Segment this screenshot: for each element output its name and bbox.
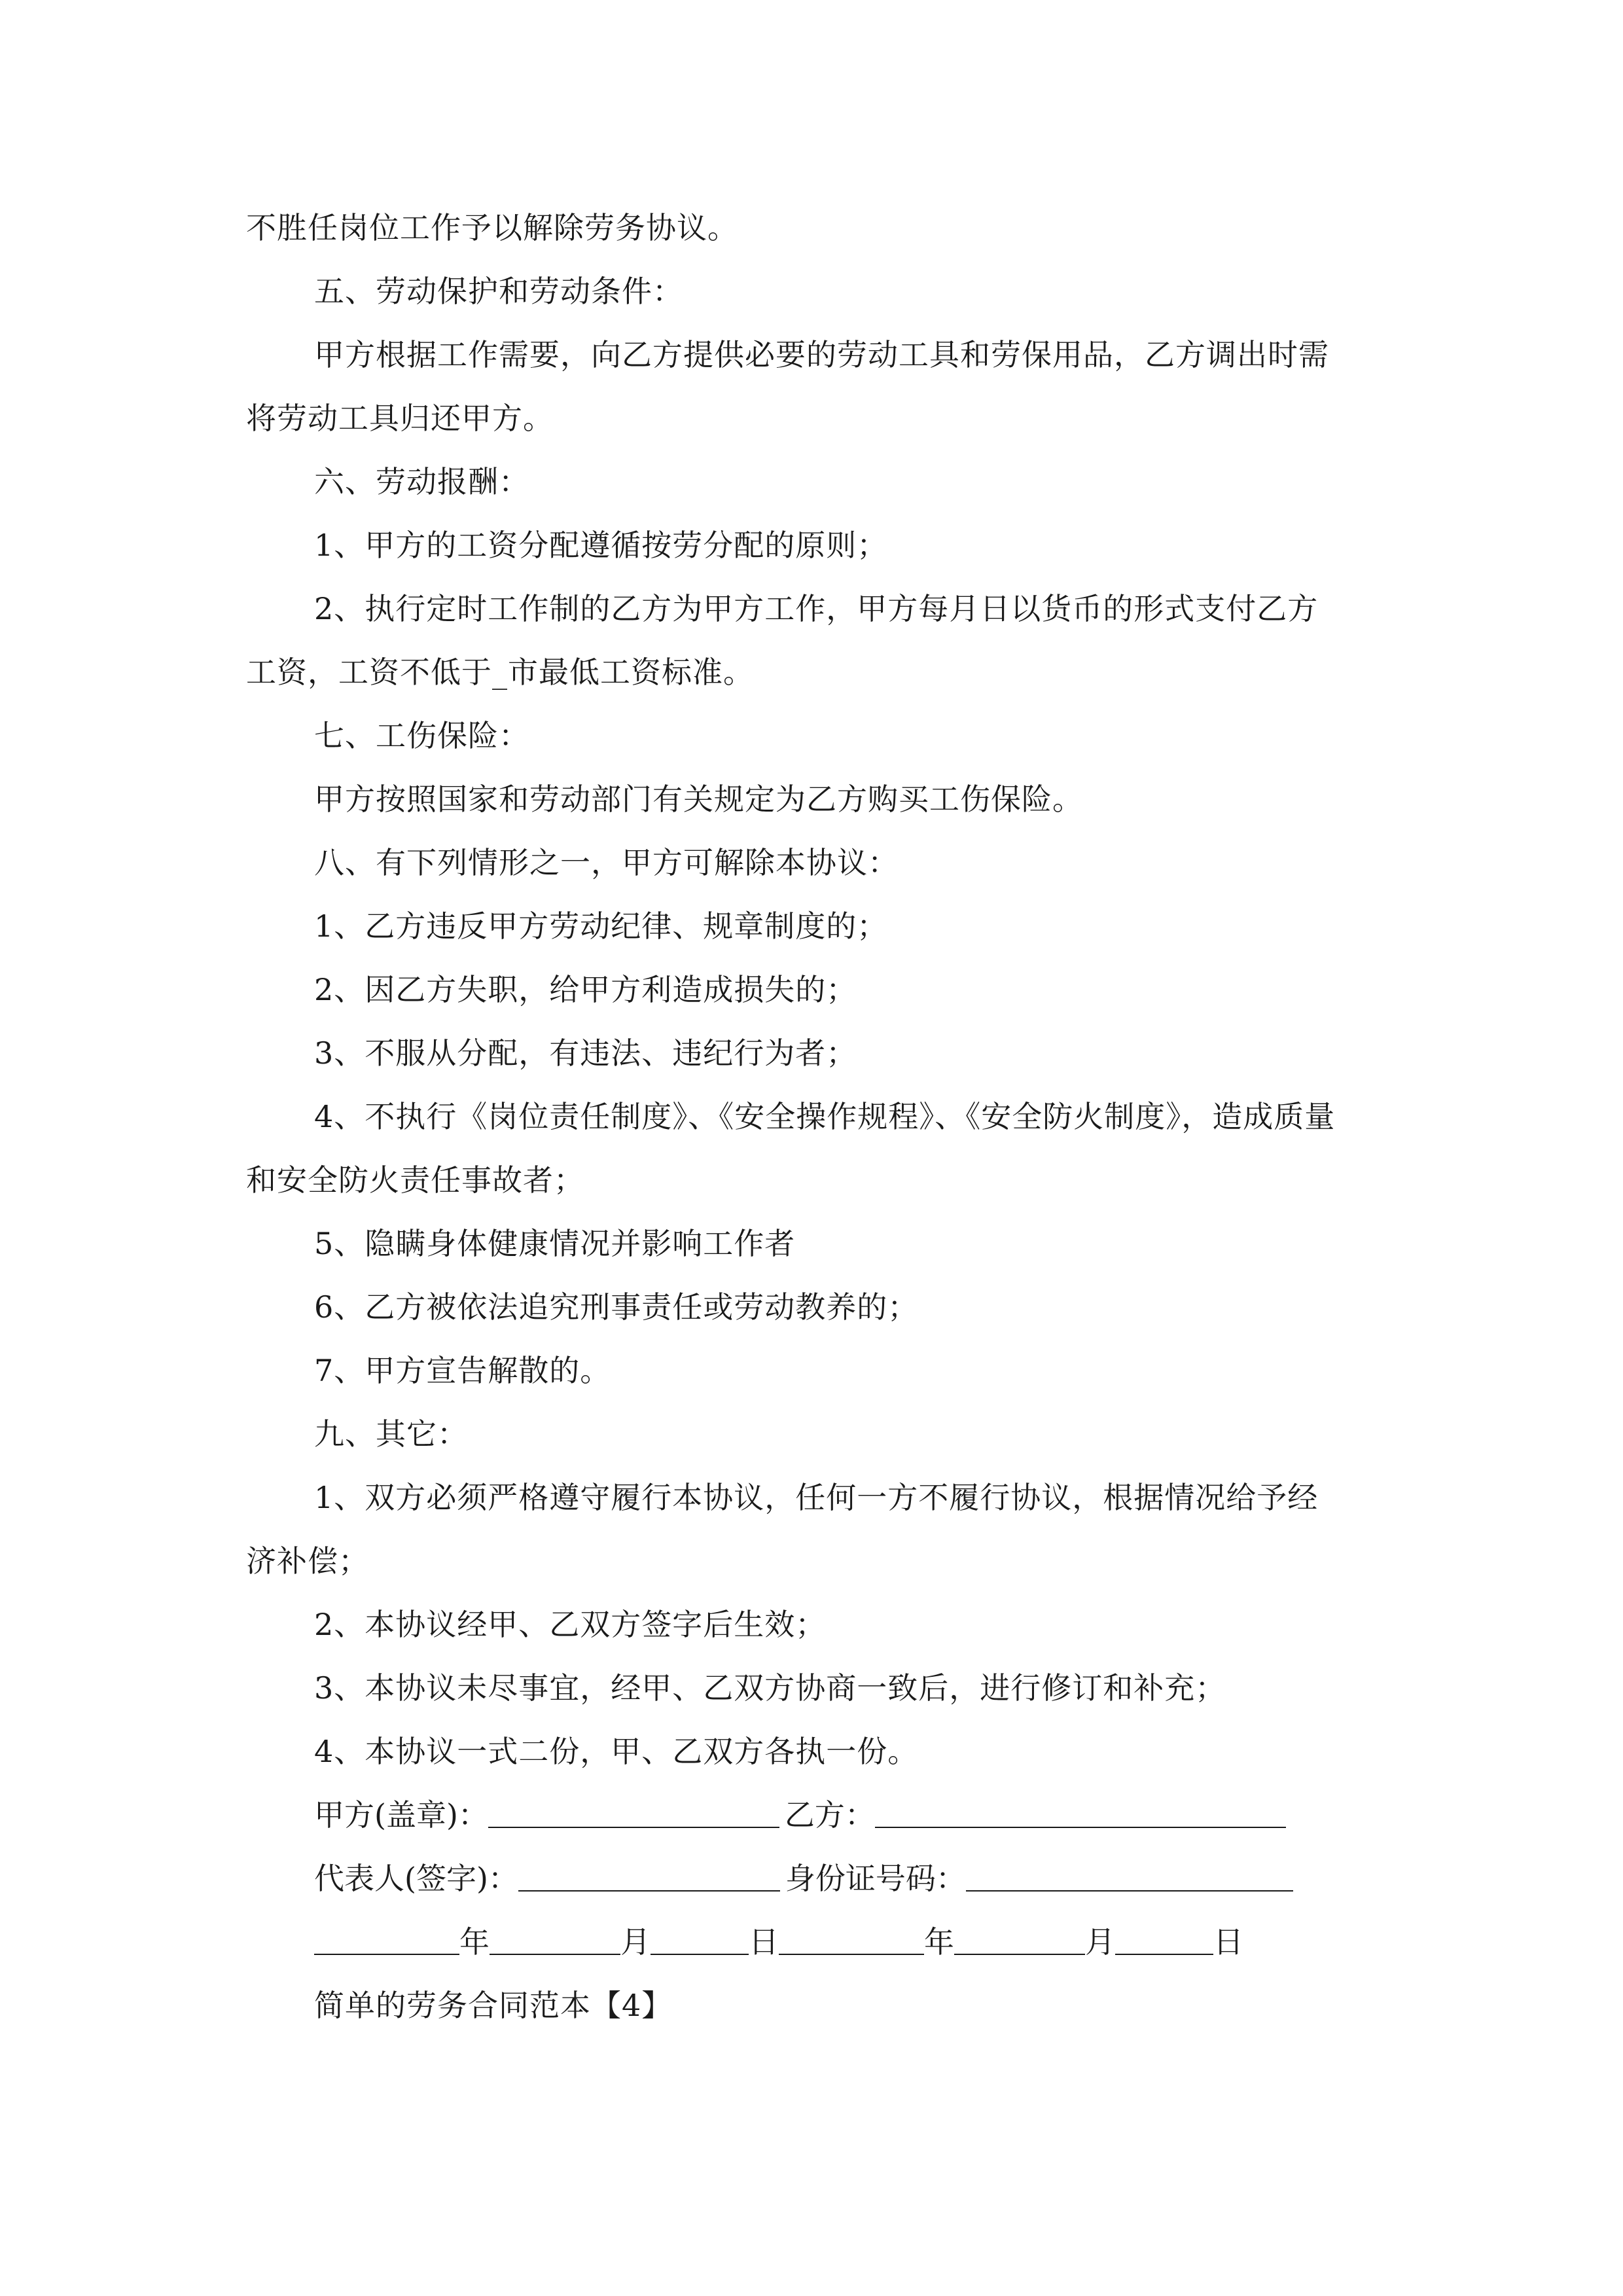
id-number-blank[interactable] — [966, 1854, 1293, 1892]
day-blank-b[interactable] — [1115, 1917, 1213, 1955]
clause-item: 2、本协议经甲、乙双方签字后生效； — [314, 1607, 827, 1642]
document-body — [246, 196, 1378, 2037]
month-blank-b[interactable] — [954, 1917, 1085, 1955]
signature-row-parties — [246, 1784, 1378, 1847]
clause-item: 3、本协议未尽事宜，经甲、乙双方协商一致后，进行修订和补充； — [314, 1670, 1226, 1706]
clause-item: 1、双方必须严格遵守履行本协议，任何一方不履行协议，根据情况给予经 — [314, 1480, 1319, 1515]
signature-row-representatives — [246, 1847, 1378, 1910]
section-heading-7: 七、工伤保险： — [314, 718, 529, 753]
month-label: 月 — [620, 1924, 651, 1960]
year-blank-a[interactable] — [314, 1917, 459, 1955]
party-b-blank[interactable] — [875, 1790, 1286, 1828]
clause-item: 7、甲方宣告解散的。 — [314, 1353, 611, 1388]
month-label: 月 — [1085, 1924, 1115, 1960]
day-blank-a[interactable] — [651, 1917, 749, 1955]
signature-row-dates — [246, 1910, 1378, 1974]
section-heading-8: 八、有下列情形之一，甲方可解除本协议： — [314, 845, 899, 880]
clause-item: 4、不执行《岗位责任制度》、《安全操作规程》、《安全防火制度》，造成质量 — [314, 1099, 1336, 1134]
clause-item: 2、因乙方失职，给甲方利造成损失的； — [314, 972, 857, 1007]
paragraph-line: 工资，工资不低于_市最低工资标准。 — [246, 655, 754, 690]
clause-item: 1、甲方的工资分配遵循按劳分配的原则； — [314, 528, 888, 563]
party-b-label: 乙方： — [784, 1797, 875, 1833]
representative-blank[interactable] — [518, 1854, 780, 1892]
id-number-label: 身份证号码： — [785, 1861, 966, 1896]
representative-label: 代表人(签字)： — [314, 1861, 518, 1896]
party-a-blank[interactable] — [488, 1790, 779, 1828]
clause-item: 3、不服从分配，有违法、违纪行为者； — [314, 1035, 857, 1071]
clause-item: 1、乙方违反甲方劳动纪律、规章制度的； — [314, 908, 888, 944]
section-heading-9: 九、其它： — [314, 1416, 468, 1452]
party-a-label: 甲方(盖章)： — [314, 1797, 488, 1833]
clause-item: 2、执行定时工作制的乙方为甲方工作，甲方每月日以货币的形式支付乙方 — [314, 591, 1319, 626]
year-label: 年 — [459, 1924, 490, 1960]
paragraph-line: 不胜任岗位工作予以解除劳务协议。 — [246, 210, 738, 245]
next-section-title: 简单的劳务合同范本【4】 — [314, 1988, 673, 2023]
clause-item: 5、隐瞒身体健康情况并影响工作者 — [314, 1226, 796, 1261]
year-label: 年 — [924, 1924, 954, 1960]
month-blank-a[interactable] — [490, 1917, 620, 1955]
day-label: 日 — [749, 1924, 779, 1960]
day-label: 日 — [1213, 1924, 1243, 1960]
section-heading-6: 六、劳动报酬： — [314, 464, 529, 499]
paragraph-line: 济补偿； — [246, 1543, 369, 1579]
section-heading-5: 五、劳动保护和劳动条件： — [314, 274, 683, 309]
clause-item: 4、本协议一式二份，甲、乙双方各执一份。 — [314, 1734, 919, 1769]
year-blank-b[interactable] — [779, 1917, 924, 1955]
paragraph-line: 甲方根据工作需要，向乙方提供必要的劳动工具和劳保用品，乙方调出时需 — [314, 337, 1329, 372]
paragraph-line: 和安全防火责任事故者； — [246, 1162, 584, 1198]
clause-item: 6、乙方被依法追究刑事责任或劳动教养的； — [314, 1289, 919, 1325]
paragraph-line: 将劳动工具归还甲方。 — [246, 401, 554, 436]
paragraph-line: 甲方按照国家和劳动部门有关规定为乙方购买工伤保险。 — [314, 781, 1083, 817]
